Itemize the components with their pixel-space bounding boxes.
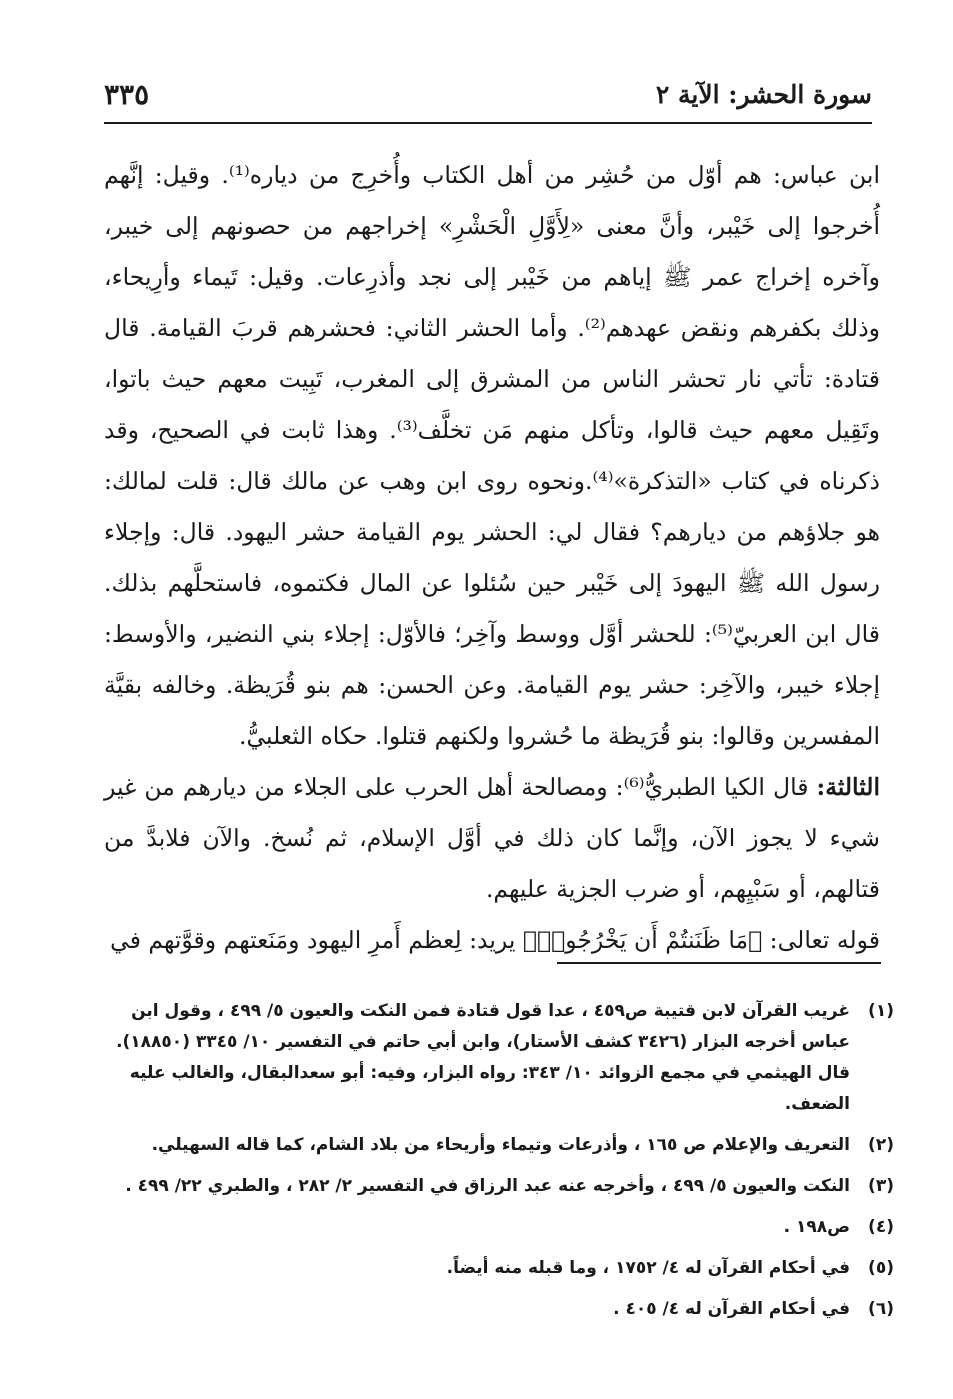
footnotes bbox=[104, 996, 894, 1335]
footnote bbox=[104, 1171, 894, 1202]
footnote bbox=[104, 1253, 894, 1284]
footnote-number: (٣) bbox=[868, 1176, 894, 1196]
paragraph bbox=[104, 150, 880, 762]
footnote-separator bbox=[557, 962, 881, 964]
footnote-text: التعريف والإعلام ص ١٦٥ ، وأذرعات وتيماء وأريحاء من بلاد الشام، كما قاله السهيلي. bbox=[151, 1135, 850, 1155]
footnote bbox=[104, 1130, 894, 1161]
page-header bbox=[104, 72, 872, 124]
footnote-text: في أحكام القرآن له ٤/ ٤٠٥ . bbox=[613, 1299, 850, 1319]
main-text bbox=[104, 150, 880, 966]
page-number: ٣٣٥ bbox=[104, 78, 150, 111]
paragraph-lead: الثالثة: bbox=[816, 773, 880, 801]
paragraph-text: ابن عباس: هم أوّل من حُشِر من أهل الكتاب وأُخرِج من دياره⁽¹⁾. وقيل: إنَّهم أُخرجوا إلى خَيْبر، وأنَّ معنى «لِأَوَّلِ الْحَشْرِ» إخراجهم من حصونهم إلى خيبر، وآخره إخراج عمر ﷺ إياهم من خَيْبر إلى نجد وأذرِعات. وقيل: تَيماء وأرِيحاء، وذلك بكفرهم ونقض عهدهم⁽²⁾. وأما الحشر الثاني: فحشرهم قربَ القيامة. قال قتادة: تأتي نار تحشر الناس من المشرق إلى المغرب، تَبِيت معهم حيث باتوا، وتَقِيل معهم حيث قالوا، وتأكل منهم مَن تخلَّف⁽³⁾. وهذا ثابت في الصحيح، وقد ذكرناه في كتاب «التذكرة»⁽⁴⁾.ونحوه روى ابن وهب عن مالك قال: قلت لمالك: هو جلاؤهم من ديارهم؟ فقال لي: الحشر يوم القيامة حشر اليهود. قال: وإجلاء رسول الله ﷺ اليهودَ إلى خَيْبر حين سُئلوا عن المال فكتموه، فاستحلَّهم بذلك. قال ابن العربيّ⁽⁵⁾: للحشر أوَّل ووسط وآخِر؛ فالأوّل: إجلاء بني النضير، والأوسط: إجلاء خيبر، والآخِر: حشر يوم القيامة. وعن الحسن: هم بنو قُرَيظة. وخالفه بقيَّة المفسرين وقالوا: بنو قُرَيظة ما حُشروا ولكنهم قتلوا. حكاه الثعلبيُّ. bbox=[104, 161, 881, 750]
footnote-number: (١) bbox=[868, 1001, 894, 1021]
paragraph-text: قوله تعالى: ﴿مَا ظَنَنتُمْ أَن يَخْرُجُوا۟﴾ يريد: لِعظم أَمرِ اليهود ومَنَعتهم وقوَّتهم في bbox=[110, 926, 880, 954]
footnote-text: في أحكام القرآن له ٤/ ١٧٥٢ ، وما قبله منه أيضاً. bbox=[446, 1258, 850, 1278]
footnote-text: ص١٩٨ . bbox=[783, 1217, 850, 1237]
footnote bbox=[104, 1294, 894, 1325]
footnote-text: النكت والعيون ٥/ ٤٩٩ ، وأخرجه عنه عبد الرزاق في التفسير ٢/ ٢٨٢ ، والطبري ٢٢/ ٤٩٩ . bbox=[125, 1176, 850, 1196]
footnote bbox=[104, 996, 894, 1120]
running-head: سورة الحشر: الآية ٢ bbox=[655, 80, 872, 109]
footnote-number: (٢) bbox=[868, 1135, 894, 1155]
paragraph bbox=[104, 762, 880, 915]
footnote bbox=[104, 1212, 894, 1243]
footnote-text: غريب القرآن لابن قتيبة ص٤٥٩ ، عدا قول قتادة فمن النكت والعيون ٥/ ٤٩٩ ، وقول ابن عباس أخرجه البزار (٣٤٢٦ كشف الأستار)، وابن أبي حاتم في التفسير ١٠/ ٣٣٤٥ (١٨٨٥٠). قال الهيثمي في مجمع الزوائد ١٠/ ٣٤٣: رواه البزار، وفيه: أبو سعدالبقال، والغالب عليه الضعف. bbox=[116, 1001, 850, 1114]
footnote-number: (٥) bbox=[868, 1258, 894, 1278]
paragraph-text: قال الكيا الطبريُّ⁽⁶⁾: ومصالحة أهل الحرب على الجلاء من ديارهم من غير شيء لا يجوز الآن، وإنَّما كان ذلك في أوَّل الإسلام، ثم نُسخ. والآن فلابدَّ من قتالهم، أو سَبْيِهم، أو ضرب الجزية عليهم. bbox=[104, 773, 880, 903]
footnote-number: (٤) bbox=[868, 1217, 894, 1237]
paragraph bbox=[104, 915, 880, 966]
footnote-number: (٦) bbox=[868, 1299, 894, 1319]
